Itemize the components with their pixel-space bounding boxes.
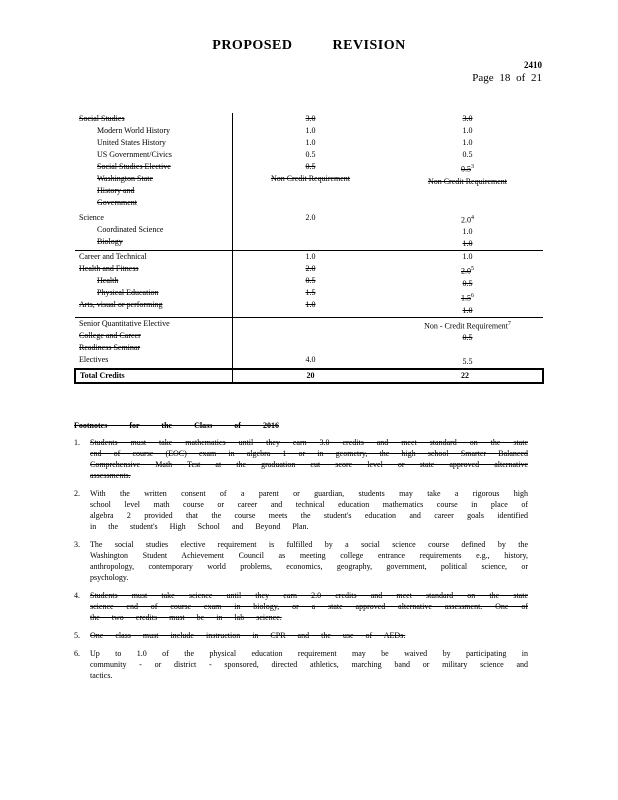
total-proposed: 22: [460, 371, 469, 381]
current-credit-value: [237, 342, 384, 354]
subject-cell: [75, 212, 233, 251]
subject-label: Coordinated Science: [97, 224, 164, 234]
current-credit-value: 1.5: [305, 288, 316, 298]
proposed-credit-value: 1.0: [462, 305, 473, 315]
credit-requirements-table: [74, 113, 544, 384]
footnote-text: Students must take mathematics until they earn 3.0 credits and meet standard on the state end of course (EOC) exam in algebra 1 or in geometry, the high school Smarter Balanced Comprehensive Math Test at the graduation cut score level or state approved alternative assessments.: [90, 438, 528, 480]
proposed-credit-value: 2.0: [460, 215, 471, 225]
subject-label: Health: [97, 276, 119, 286]
proposed-credit-value: 0.5: [462, 333, 473, 343]
current-credits-cell: [233, 212, 388, 251]
footnote-item: [74, 488, 528, 532]
proposed-credit-value: 0.5: [462, 150, 473, 159]
footnote-text: The social studies elective requirement is fulfilled by a social science course defined by the Washington Student Achievement Council as meeting college entrance requirements e.g., history, anthropology, contemporary world problems, economics, geography, government, political science, or psychology.: [90, 540, 528, 582]
page-title: PROPOSED REVISION: [212, 38, 406, 53]
footnotes-section: [74, 420, 528, 688]
subject-label: Social Studies: [79, 114, 125, 123]
proposed-credits-cell: [388, 113, 543, 212]
subject-cell: [75, 251, 233, 317]
footnote-text: Students must take science until they earn 2.0 credits and meet standard on the state science end of course exam in biology, or a state approved alternative assessment. One of the two credits must be in lab science.: [90, 591, 528, 622]
proposed-credit-value: 1.0: [462, 252, 473, 262]
table-row: [75, 113, 543, 212]
current-credits-cell: [233, 317, 388, 369]
table-row: [75, 317, 543, 369]
current-credit-value: [237, 318, 384, 330]
current-credit-value: 1.0: [305, 300, 316, 310]
proposed-credit-value: 3.0: [462, 114, 473, 123]
current-credit-value: 1.0: [305, 126, 316, 135]
current-credit-value: 0.5: [305, 162, 316, 171]
bill-number: 2410: [524, 60, 542, 70]
proposed-credit-value: 1.0: [462, 227, 473, 237]
footnote-number: 2.: [74, 489, 80, 498]
footnote-text: With the written consent of a parent or guardian, students may take a rigorous high school level math course or career and technical education mathematics course in place of algebra 2 provided that the course meets the student's education and career goals identified in the student's High School and Beyond Plan.: [90, 489, 528, 531]
table-row: [75, 251, 543, 317]
proposed-credit-value: 0.5: [462, 278, 473, 288]
subject-label: Social Studies Elective: [97, 162, 171, 171]
proposed-credit-value: 2.0: [460, 266, 471, 276]
footnote-reference: 5: [470, 266, 474, 273]
footnote-item: [74, 590, 528, 623]
subject-label: Biology: [97, 236, 123, 246]
footnote-item: [74, 437, 528, 481]
footnote-item: [74, 630, 528, 641]
subject-label: Washington State: [97, 174, 154, 183]
subject-label: College and Career: [79, 330, 141, 340]
footnote-text: One class must include instruction in CPR and the use of AEDs.: [90, 631, 406, 640]
subject-label: Health and Fitness: [79, 264, 139, 274]
current-credits-cell: [233, 113, 388, 212]
subject-cell: [75, 317, 233, 369]
footnotes-heading: Footnotes for the Class of 2016: [74, 421, 279, 430]
total-label: Total Credits: [80, 371, 125, 381]
footnote-number: 4.: [74, 591, 80, 600]
subject-label: Physical Education: [97, 288, 159, 298]
footnote-number: 6.: [74, 649, 80, 658]
total-current: 20: [306, 371, 315, 381]
proposed-credit-value: 1.0: [462, 126, 473, 135]
current-credit-value: [237, 330, 384, 342]
proposed-credit-value: 5.5: [462, 357, 473, 367]
current-credit-value: [237, 236, 384, 248]
subject-label: Electives: [79, 354, 109, 364]
footnote-reference: 7: [507, 320, 511, 327]
subject-label: Science: [79, 212, 104, 222]
current-credit-value: 1.0: [305, 252, 316, 262]
subject-label: Government: [97, 198, 137, 207]
subject-label: Arts, visual or performing: [79, 300, 163, 310]
footnote-item: [74, 648, 528, 681]
subject-label: US Government/Civics: [97, 150, 172, 159]
current-credit-value: 0.5: [305, 150, 316, 159]
footnote-reference: 6: [470, 292, 474, 299]
subject-label: United States History: [97, 138, 166, 147]
proposed-credit-value: 0.5: [460, 164, 471, 174]
page-number: Page 18 of 21: [472, 72, 542, 84]
subject-label: History and: [97, 186, 135, 195]
footnote-number: 5.: [74, 631, 80, 640]
current-credit-value: 0.5: [305, 276, 316, 286]
current-credit-value: 2.0: [305, 212, 316, 222]
proposed-credits-cell: [388, 317, 543, 369]
current-credit-value: 1.0: [305, 138, 316, 147]
footnote-item: [74, 539, 528, 583]
subject-label: Readiness Seminar: [79, 342, 141, 352]
total-row: [75, 369, 543, 383]
subject-cell: [75, 113, 233, 212]
footnote-reference: 4: [470, 214, 474, 221]
proposed-credit-value: 1.0: [462, 239, 473, 249]
subject-label: Career and Technical: [79, 252, 147, 262]
subject-label: Senior Quantitative Elective: [79, 318, 170, 328]
current-credit-value: 3.0: [305, 114, 316, 123]
proposed-credits-cell: [388, 212, 543, 251]
footnote-number: 3.: [74, 540, 80, 549]
proposed-credit-value: 1.0: [462, 138, 473, 147]
proposed-credit-value: Non - Credit Requirement: [424, 321, 508, 331]
footnote-text: Up to 1.0 of the physical education requirement may be waived by participating in community - or district - sponsored, directed athletics, marching band or military science and tactics.: [90, 649, 528, 680]
current-credit-value: [237, 197, 384, 209]
current-credit-value: [237, 224, 384, 236]
current-credits-cell: [233, 251, 388, 317]
current-credit-value: Non Credit Requirement: [270, 174, 351, 183]
table-row: [75, 212, 543, 251]
proposed-credit-value: 1.5: [460, 293, 471, 303]
proposed-credits-cell: [388, 251, 543, 317]
proposed-credit-value: Non Credit Requirement: [427, 176, 508, 186]
current-credit-value: [237, 185, 384, 197]
current-credit-value: 2.0: [305, 264, 316, 274]
footnote-reference: 3: [470, 164, 474, 170]
current-credit-value: 4.0: [305, 354, 316, 364]
subject-label: Modern World History: [97, 126, 170, 135]
footnote-number: 1.: [74, 438, 80, 447]
